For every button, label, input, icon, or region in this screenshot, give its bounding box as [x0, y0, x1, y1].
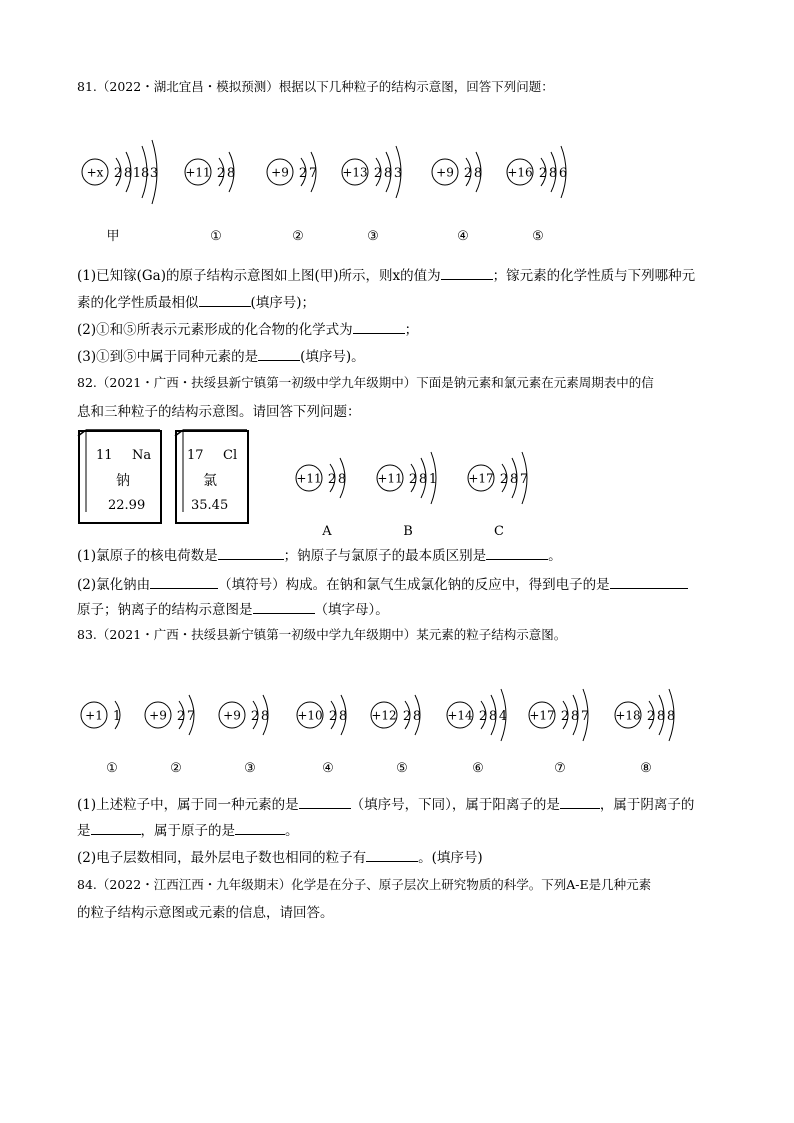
atom-structure	[81, 701, 121, 776]
particle-label: ⑥	[472, 761, 484, 776]
shell-electron-count: 8	[570, 709, 580, 724]
particle-label: ②	[170, 761, 182, 776]
shell-electron-count: 8	[412, 709, 422, 724]
particle-label: C	[494, 524, 504, 539]
q81-sub1-line2: 素的化学性质最相似 (填序号)；	[77, 295, 316, 311]
q81-heading: 81.（2022・湖北宜昌・模拟预测）根据以下几种粒子的结构示意图，回答下列问题：	[77, 79, 554, 94]
particle-label: ①	[106, 761, 118, 776]
shell-electron-count: 8	[338, 709, 348, 724]
q82-sub1: (1)氯原子的核电荷数是 ；钠原子与氯原子的最本质区别是 。	[77, 548, 562, 564]
element-number: 17	[187, 448, 204, 463]
shell-electron-count: 8	[418, 472, 428, 487]
shell-electron-count: 8	[656, 709, 666, 724]
element-symbol: Cl	[223, 448, 238, 463]
q83-heading: 83.（2021・广西・扶绥县新宁镇第一初级中学九年级期中）某元素的粒子结构示意图。	[77, 627, 567, 642]
atom-structure	[145, 695, 195, 776]
atom-structure	[468, 452, 528, 539]
shell-electron-count: 7	[308, 166, 318, 181]
q81-sub3: (3)①到⑤中属于同种元素的是 (填序号)。	[77, 349, 365, 365]
q82-diagram	[285, 425, 545, 545]
shell-electron-count: 8	[509, 472, 519, 487]
shell-electron-count: 7	[186, 709, 196, 724]
shell-electron-count: 2	[298, 166, 308, 181]
q81-answer-blank-formula[interactable]	[353, 320, 405, 334]
q82-heading-line2: 息和三种粒子的结构示意图。请回答下列问题：	[77, 404, 361, 420]
nucleus-charge: +18	[615, 708, 641, 723]
q81-sub1-line1: (1)已知镓(Ga)的原子结构示意图如上图(甲)所示，则x的值为 ；镓元素的化学性质与下列哪种元	[77, 268, 696, 284]
atom-structure	[219, 695, 269, 776]
shell-electron-count: 1	[428, 472, 438, 487]
particle-label: ②	[292, 229, 304, 244]
shell-electron-count: 8	[488, 709, 498, 724]
nucleus-charge: +11	[296, 471, 322, 486]
shell-electron-count: 4	[498, 709, 508, 724]
shell-electron-count: 8	[473, 166, 483, 181]
nucleus-charge: +12	[371, 708, 397, 723]
shell-electron-count: 2	[463, 166, 473, 181]
nucleus-charge: +x	[86, 165, 104, 180]
particle-label: ④	[322, 761, 334, 776]
q82-answer-blank-difference[interactable]	[486, 546, 548, 560]
shell-electron-count: 8	[123, 166, 133, 181]
particle-label: 甲	[106, 229, 120, 244]
shell-electron-count: 2	[478, 709, 488, 724]
shell-electron-count: 8	[666, 709, 676, 724]
shell-electron-count: 8	[260, 709, 270, 724]
atom-structure	[296, 458, 346, 539]
atom-structure	[342, 146, 402, 244]
atom-structure	[507, 146, 567, 244]
shell-electron-count: 8	[226, 166, 236, 181]
shell-electron-count: 2	[646, 709, 656, 724]
nucleus-charge: +9	[223, 708, 241, 723]
particle-label: ①	[210, 229, 222, 244]
shell-electron-count: 8	[383, 166, 393, 181]
q82-answer-blank-composition[interactable]	[150, 575, 218, 589]
nucleus-charge: +17	[529, 708, 555, 723]
q84-heading-line1: 84.（2022・江西江西・九年级期末）化学是在分子、原子层次上研究物质的科学。下列A-E是几种元素	[77, 877, 652, 892]
atom-structure	[185, 152, 235, 244]
nucleus-charge: +16	[507, 165, 533, 180]
atom-structure	[529, 689, 589, 776]
nucleus-charge: +9	[149, 708, 167, 723]
element-name: 氯	[203, 473, 217, 489]
q82-answer-blank-sodium-ion[interactable]	[253, 600, 315, 614]
q82-answer-blank-gain-electron[interactable]	[610, 575, 688, 589]
shell-electron-count: 1	[112, 709, 122, 724]
q81-answer-blank-same-element[interactable]	[258, 347, 300, 361]
shell-electron-count: 2	[499, 472, 509, 487]
nucleus-charge: +9	[271, 165, 289, 180]
q84-heading-line2: 的粒子结构示意图或元素的信息，请回答。	[77, 905, 334, 921]
particle-label: ⑤	[532, 229, 544, 244]
nucleus-charge: +17	[468, 471, 494, 486]
shell-electron-count: 7	[580, 709, 590, 724]
q83-answer-blank-same-layers[interactable]	[366, 848, 418, 862]
particle-label: A	[322, 524, 332, 539]
atom-structure	[297, 695, 347, 776]
q83-diagram	[76, 655, 696, 780]
shell-electron-count: 6	[558, 166, 568, 181]
shell-electron-count: 2	[176, 709, 186, 724]
atom-structure	[432, 152, 482, 244]
shell-electron-count: 2	[538, 166, 548, 181]
atom-structure	[267, 152, 317, 244]
particle-label: ③	[244, 761, 256, 776]
q83-sub1-line1: (1)上述粒子中，属于同一种元素的是 （填序号，下同），属于阳离子的是 ，属于阴离子的	[77, 797, 695, 813]
shell-electron-count: 8	[337, 472, 347, 487]
q81-diagram	[80, 118, 600, 250]
q81-sub2: (2)①和⑤所表示元素形成的化合物的化学式为 ；	[77, 322, 419, 338]
element-symbol: Na	[132, 448, 152, 463]
shell-electron-count: 3	[393, 166, 403, 181]
nucleus-charge: +9	[436, 165, 454, 180]
q83-sub2: (2)电子层数相同，最外层电子数也相同的粒子有 。(填序号)	[77, 850, 483, 866]
shell-electron-count: 7	[519, 472, 529, 487]
q81-answer-blank-x[interactable]	[441, 266, 493, 280]
nucleus-charge: +11	[377, 471, 403, 486]
shell-electron-count: 2	[113, 166, 123, 181]
element-cards-3d-edges	[76, 428, 256, 524]
nucleus-charge: +13	[342, 165, 368, 180]
shell-electron-count: 8	[548, 166, 558, 181]
element-number: 11	[96, 448, 113, 463]
particle-label: ③	[367, 229, 379, 244]
atom-structure	[447, 689, 507, 776]
particle-label: ⑦	[554, 761, 566, 776]
q82-answer-blank-charge[interactable]	[218, 546, 284, 560]
nucleus-charge: +11	[185, 165, 211, 180]
particle-label: ⑧	[640, 761, 652, 776]
nucleus-charge: +1	[85, 708, 103, 723]
shell-electron-count: 3	[149, 166, 159, 181]
shell-electron-count: 2	[216, 166, 226, 181]
shell-electron-count: 2	[402, 709, 412, 724]
shell-electron-count: 2	[250, 709, 260, 724]
q83-answer-blank-cation[interactable]	[560, 795, 600, 809]
atom-structure	[371, 695, 421, 776]
shell-electron-count: 18	[132, 166, 150, 181]
nucleus-charge: +14	[447, 708, 473, 723]
q82-sub2-line2: 原子；钠离子的结构示意图是 （填字母）。	[77, 602, 389, 618]
q83-answer-blank-atom[interactable]	[235, 821, 285, 835]
element-name: 钠	[116, 473, 130, 489]
shell-electron-count: 2	[328, 709, 338, 724]
nucleus-charge: +10	[297, 708, 323, 723]
atom-structure	[377, 452, 437, 539]
atom-structure	[615, 689, 675, 776]
element-mass: 22.99	[108, 498, 146, 513]
shell-electron-count: 2	[408, 472, 418, 487]
shell-electron-count: 2	[373, 166, 383, 181]
q83-sub1-line2: 是 ，属于原子的是 。	[77, 823, 299, 839]
atom-structure	[82, 140, 158, 244]
q83-answer-blank-same-element[interactable]	[299, 795, 351, 809]
particle-label: B	[403, 524, 413, 539]
element-mass: 35.45	[191, 498, 229, 513]
q82-heading-line1: 82.（2021・广西・扶绥县新宁镇第一初级中学九年级期中）下面是钠元素和氯元素在元素周期表中的信	[77, 375, 654, 390]
shell-electron-count: 2	[560, 709, 570, 724]
q81-answer-blank-similar[interactable]	[199, 293, 251, 307]
particle-label: ⑤	[396, 761, 408, 776]
particle-label: ④	[457, 229, 469, 244]
shell-electron-count: 2	[327, 472, 337, 487]
q82-sub2-line1: (2)氯化钠由 （填符号）构成。在钠和氯气生成氯化钠的反应中，得到电子的是	[77, 575, 688, 595]
q83-answer-blank-anion[interactable]	[91, 821, 141, 835]
